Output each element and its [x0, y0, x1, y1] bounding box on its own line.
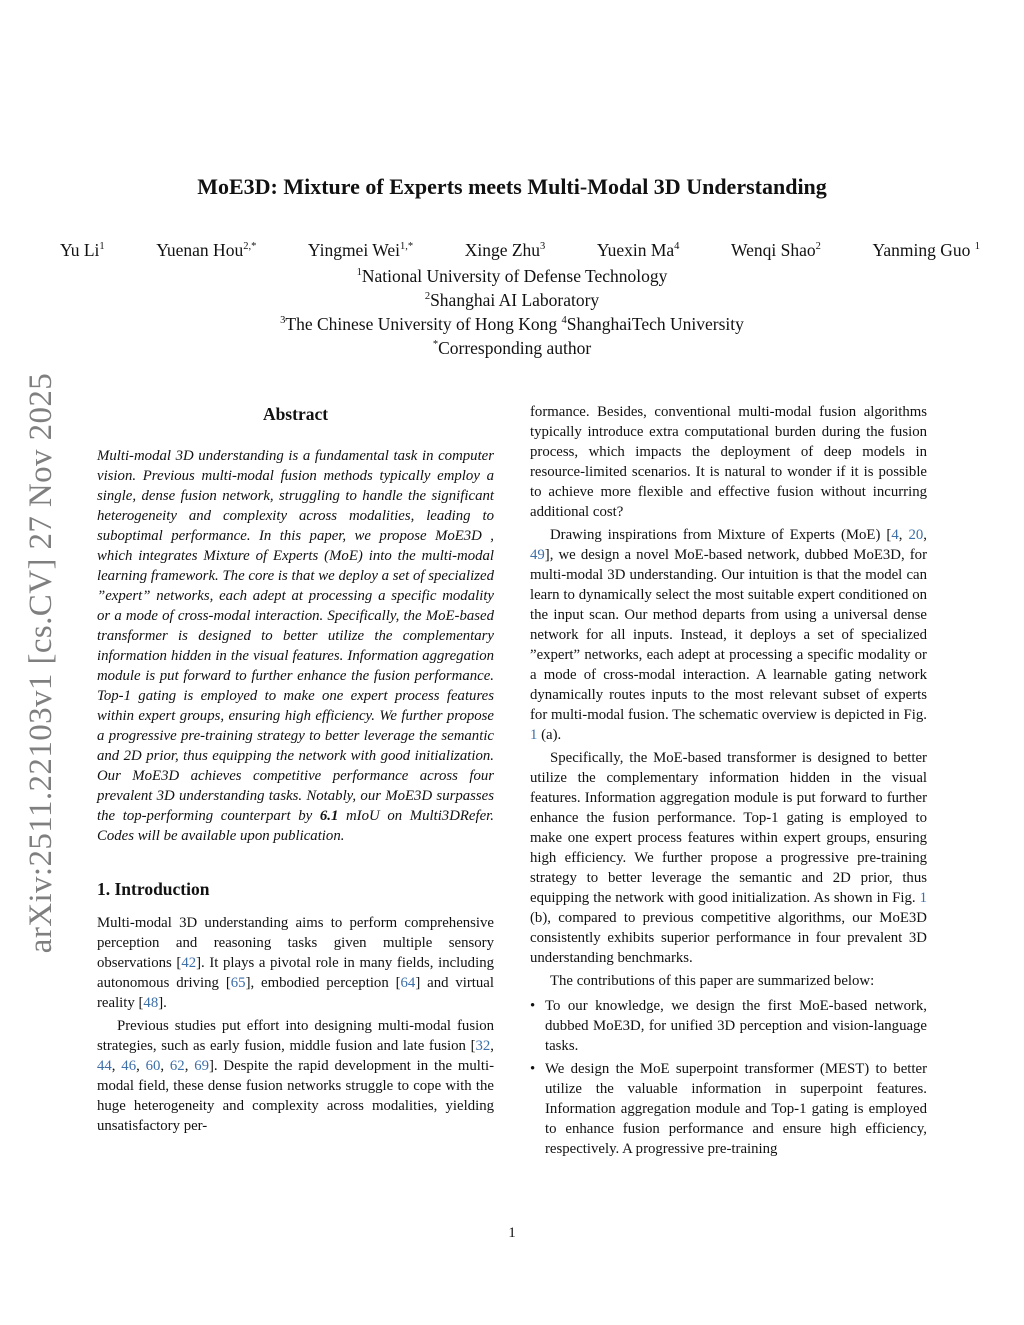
affiliation-name: Shanghai AI Laboratory	[430, 290, 600, 310]
body-text: ]. It plays a pivotal role in many fields, including autonomous driving [	[97, 955, 494, 991]
author-affil-sup: 1	[974, 241, 980, 253]
figure-link[interactable]: 1	[530, 727, 538, 743]
author-affil-sup: 1	[99, 241, 105, 253]
citation-link[interactable]: 69	[194, 1058, 209, 1074]
intro-paragraph: formance. Besides, conventional multi-modal fusion algorithms typically introduce extra computational burden during the fusion process, which impacts the deployment of deep models in resource-limited scenarios. It is natural to wonder if it is possible to achieve more flexible and effective fusion without incurring additional cost?	[530, 404, 927, 520]
citation-link[interactable]: 4	[891, 527, 899, 543]
citation-link[interactable]: 32	[475, 1038, 491, 1054]
author-affil-sup: 2,*	[243, 241, 257, 253]
intro-paragraph: Drawing inspirations from Mixture of Experts (MoE) [4, 20, 49], we design a novel MoE-based network, dubbed MoE3D, for multi-modal 3D understanding. Our intuition is that the model can learn to dynamically select the most suitable expert conditioned on the input scan. Our method departs from using a universal dense network for all inputs. Instead, it deploys a set of specialized ”expert” networks, each adept at processing a specific modality or a mode of cross-modal interaction. A learnable gating network dynamically routes inputs to the most relevant subset of experts for multi-modal fusion. The schematic overview is depicted in Fig. 1 (a).	[530, 527, 927, 743]
corresponding-text: Corresponding author	[438, 338, 592, 358]
affiliation-sup: 2	[424, 291, 431, 303]
affiliation-sup: 4	[561, 315, 567, 327]
body-text: ], we design a novel MoE-based network, dubbed MoE3D, for multi-modal 3D understanding. Our intuition is that the model can learn to dynamically select the most suitable expert conditioned on the input scan. Our method departs from using a universal dense network for all inputs. Instead, it deploys a set of specialized ”expert” networks, each adept at processing a specific modality or a mode of cross-modal interaction. A learnable gating network dynamically routes inputs to the most relevant subset of experts for multi-modal fusion. The schematic overview is depicted in Fig.	[530, 547, 927, 723]
abstract-text: mIoU on Multi3DRefer. Codes will be available upon publication.	[97, 808, 494, 844]
author	[597, 238, 680, 262]
corresponding-sup: *	[432, 339, 439, 351]
affiliation-name: National University of Defense Technology	[361, 266, 668, 286]
author	[465, 238, 546, 262]
body-text: ]. Despite the rapid development in the multi-modal field, these dense fusion networks struggle to cope with the huge heterogeneity and complexity across modalities, yielding unsatisfactory per-	[97, 1058, 495, 1134]
author	[60, 238, 105, 262]
affiliation-sup: 1	[356, 267, 362, 279]
abstract-heading: Abstract	[262, 404, 329, 424]
citation-link[interactable]: 65	[230, 975, 246, 991]
paper-title: MoE3D: Mixture of Experts meets Multi-Modal 3D Understanding	[197, 174, 827, 199]
affiliation-name: ShanghaiTech University	[566, 314, 744, 334]
affiliation-line	[0, 264, 1024, 288]
intro-paragraph	[97, 913, 494, 1013]
intro-paragraph: Previous studies put effort into designing multi-modal fusion strategies, such as early fusion, middle fusion and late fusion [32, 44, 46, 60, 62, 69]. Despite the rapid development in the multi-modal field, these dense fusion networks struggle to cope with the huge heterogeneity and complexity across modalities, yielding unsatisfactory per-	[97, 1018, 495, 1134]
body-text: (a).	[537, 727, 562, 743]
citation-link[interactable]: 44	[97, 1058, 112, 1074]
body-text: ], embodied perception [	[245, 975, 401, 991]
contributions-intro: The contributions of this paper are summarized below:	[550, 973, 875, 989]
affiliation-sup: 3	[280, 315, 286, 327]
author-affil-sup: 4	[674, 241, 680, 253]
intro-paragraph	[530, 748, 927, 968]
bullet-marker: •	[530, 998, 536, 1014]
author-name: Yuenan Hou	[156, 240, 244, 260]
author-name: Wenqi Shao	[730, 240, 816, 260]
body-text: Drawing inspirations from Mixture of Experts (MoE) [	[550, 527, 892, 543]
body-text: Specifically, the MoE-based transformer is designed to better utilize the complementary information hidden in the visual features. Information aggregation module is put forward to further enhance the fusion performance. Top-1 gating is employed to make one expert process features within expert groups, ensuring high efficiency. We further propose a progressive pre-training strategy to better leverage the semantic and 2D prior, thus equipping the network with good initialization. As shown in Fig.	[530, 750, 927, 906]
abstract-body	[97, 446, 494, 846]
affiliations	[0, 264, 1024, 360]
author	[731, 238, 821, 262]
body-text: Multi-modal 3D understanding aims to perform comprehensive perception and reasoning tasks given multiple sensory observations [	[97, 915, 494, 971]
author	[308, 238, 413, 262]
citation-link[interactable]: 49	[530, 547, 545, 563]
author-name: Yuexin Ma	[596, 240, 675, 260]
author	[872, 238, 980, 262]
corresponding-note	[0, 336, 1024, 360]
abstract-paragraph	[97, 446, 494, 846]
contribution-text: To our knowledge, we design the first MoE-based network, dubbed MoE3D, for unified 3D perception and vision-language tasks.	[545, 998, 927, 1054]
citation-link[interactable]: 46	[121, 1058, 137, 1074]
figure-link[interactable]: 1	[919, 890, 927, 906]
author-list	[60, 238, 980, 262]
affiliation-line	[0, 312, 1024, 336]
author-affil-sup: 3	[540, 241, 546, 253]
author-affil-sup: 1,*	[400, 241, 414, 253]
arxiv-identifier	[21, 368, 61, 958]
author-name: Yu Li	[60, 240, 100, 260]
citation-link[interactable]: 60	[145, 1058, 161, 1074]
bullet-marker: •	[530, 1061, 536, 1077]
body-text: Previous studies put effort into designing multi-modal fusion strategies, such as early fusion, middle fusion and late fusion [	[97, 1018, 494, 1054]
citation-link[interactable]: 42	[181, 955, 197, 971]
author-name: Xinge Zhu	[464, 240, 541, 260]
right-column	[530, 402, 927, 1159]
author-affil-sup: 2	[815, 241, 821, 253]
affiliation-name: The Chinese University of Hong Kong	[285, 314, 562, 334]
affiliation-line	[0, 288, 1024, 312]
contribution-item	[530, 996, 927, 1056]
contributions-list	[530, 996, 927, 1159]
page-number: 1	[508, 1225, 516, 1241]
abstract-text: Multi-modal 3D understanding is a fundamental task in computer vision. Previous multi-modal fusion methods typically employ a single, dense fusion network, struggling to handle the significant heterogeneity and complexity across modalities, leading to suboptimal performance. In this paper, we propose MoE3D , which integrates Mixture of Experts (MoE) into the multi-modal learning framework. The core is that we deploy a set of specialized ”expert” networks, each adept at processing a specific modality or a mode of cross-modal interaction. Specifically, the MoE-based transformer is designed to better utilize the complementary information hidden in the visual features. Information aggregation module is put forward to further enhance the fusion performance. Top-1 gating is employed to make one expert process features within expert groups, ensuring high efficiency. We further propose a progressive pre-training strategy to better leverage the semantic and 2D prior, thus equipping the network with good initialization. Our MoE3D achieves competitive performance across four prevalent 3D understanding tasks. Notably, our MoE3D surpasses the top-performing counterpart by	[97, 448, 494, 824]
citation-link[interactable]: 20	[908, 527, 924, 543]
contribution-text: We design the MoE superpoint transformer (MEST) to better utilize the valuable information in superpoint features. Information aggregation module and Top-1 gating is employed to enhance fusion performance and ensure high efficiency, respectively. A progressive pre-training	[545, 1061, 927, 1157]
body-text: ].	[158, 995, 167, 1011]
author-name: Yanming Guo	[872, 240, 975, 260]
left-column	[97, 402, 494, 1136]
introduction-heading: 1. Introduction	[97, 879, 210, 899]
arxiv-identifier-text: arXiv:2511.22103v1 [cs.CV] 27 Nov 2025	[23, 372, 60, 954]
contribution-item	[530, 1059, 927, 1159]
abstract-highlight: 6.1	[319, 808, 339, 824]
body-text: ] and virtual reality [	[97, 975, 494, 1011]
body-text: (b), compared to previous competitive algorithms, our MoE3D consistently exhibits superior performance in four prevalent 3D understanding benchmarks.	[530, 910, 927, 966]
citation-link[interactable]: 48	[143, 995, 159, 1011]
author	[156, 238, 256, 262]
citation-link[interactable]: 64	[400, 975, 416, 991]
author-name: Yingmei Wei	[307, 240, 400, 260]
citation-link[interactable]: 62	[169, 1058, 185, 1074]
